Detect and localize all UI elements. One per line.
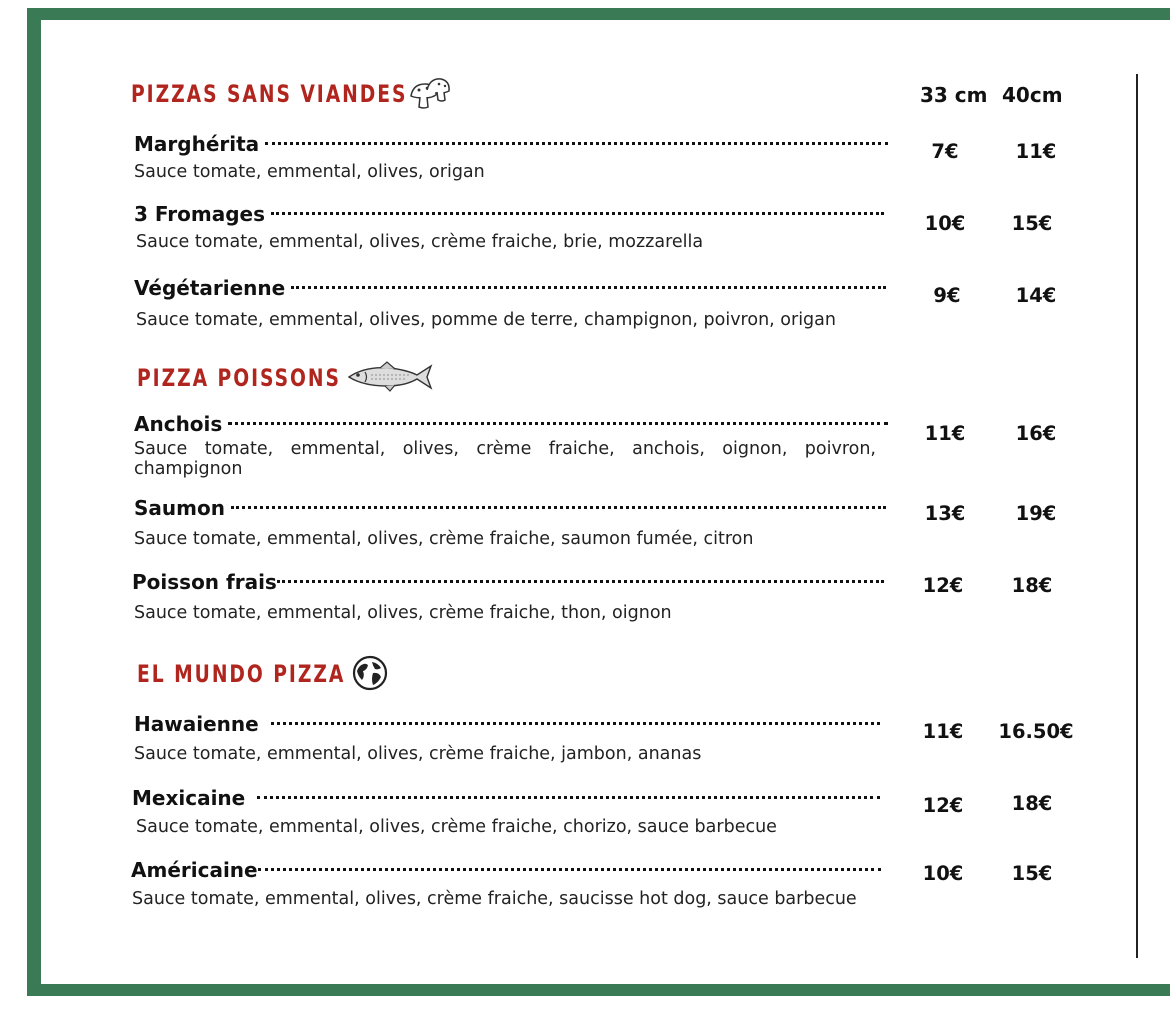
dot-leader [231,506,886,509]
menu-item-saumon [0,496,1170,552]
price-40cm: 16€ [1015,422,1057,445]
price-33cm: 12€ [922,574,964,597]
price-40cm: 15€ [1011,212,1053,235]
item-name: Anchois [134,412,223,436]
price-33cm: 10€ [924,212,966,235]
dot-leader [265,142,888,145]
price-40cm: 18€ [1011,574,1053,597]
price-33cm: 11€ [924,422,966,445]
item-description: Sauce tomate, emmental, olives, crème fraiche, brie, mozzarella [136,232,704,252]
price-40cm: 14€ [1015,284,1057,307]
item-name: Mexicaine [132,786,246,810]
mushroom-icon [407,76,451,116]
item-name: Hawaienne [134,712,259,736]
price-33cm: 9€ [933,284,961,307]
menu-item-margherita [0,132,1170,182]
menu-item-mexicaine [0,786,1170,842]
section-el-mundo-pizza [137,660,897,700]
item-description: Sauce tomate, emmental, olives, crème fraiche, saumon fumée, citron [134,529,754,549]
dot-leader [291,286,886,289]
dot-leader [271,212,884,215]
section-title: PIZZAS SANS VIANDES [131,80,408,108]
item-name: Poisson frais [132,570,277,594]
item-description: Sauce tomate, emmental, olives, crème fraiche, chorizo, sauce barbecue [136,817,777,837]
item-name: Marghérita [134,132,260,156]
menu-item-anchois [0,412,1170,480]
column-header-40cm: 40cm [1002,83,1063,107]
price-40cm: 16.50€ [998,720,1074,743]
column-header-33cm: 33 cm [920,83,988,107]
menu-item-hawaienne [0,712,1170,768]
price-33cm: 12€ [922,794,964,817]
item-name: Américaine [131,858,258,882]
frame-bottom-border [27,984,1170,996]
price-40cm: 11€ [1015,140,1057,163]
fish-icon [345,360,435,394]
item-description: Sauce tomate, emmental, olives, crème fraiche, jambon, ananas [134,744,702,764]
item-name: 3 Fromages [134,202,265,226]
item-name: Végétarienne [134,276,286,300]
menu-item-americaine [0,858,1170,934]
frame-top-border [27,8,1170,20]
dot-leader [257,796,880,799]
item-name: Saumon [134,496,225,520]
item-description: Sauce tomate, emmental, olives, crème fraiche, anchois, oignon, poivron, champignon [134,439,876,479]
dot-leader [271,722,880,725]
menu-item-poisson-frais [0,570,1170,626]
price-40cm: 19€ [1015,502,1057,525]
item-description: Sauce tomate, emmental, olives, crème fraiche, thon, oignon [134,603,672,623]
item-description: Sauce tomate, emmental, olives, pomme de terre, champignon, poivron, origan [136,310,836,330]
price-33cm: 11€ [922,720,964,743]
section-pizza-poissons [137,364,897,404]
dot-leader [228,422,888,425]
price-33cm: 13€ [924,502,966,525]
price-40cm: 18€ [1011,792,1053,815]
price-33cm: 7€ [931,140,959,163]
section-title: EL MUNDO PIZZA [137,660,346,688]
section-pizzas-sans-viandes [131,80,891,120]
globe-icon [351,654,389,692]
item-description: Sauce tomate, emmental, olives, origan [134,162,485,182]
dot-leader [277,580,884,583]
menu-item-3-fromages [0,202,1170,252]
item-description: Sauce tomate, emmental, olives, crème fraiche, saucisse hot dog, sauce barbecue [132,889,857,909]
section-title: PIZZA POISSONS [137,364,341,392]
price-40cm: 15€ [1011,862,1053,885]
price-33cm: 10€ [922,862,964,885]
menu-item-vegetarienne [0,276,1170,332]
dot-leader [258,868,881,871]
